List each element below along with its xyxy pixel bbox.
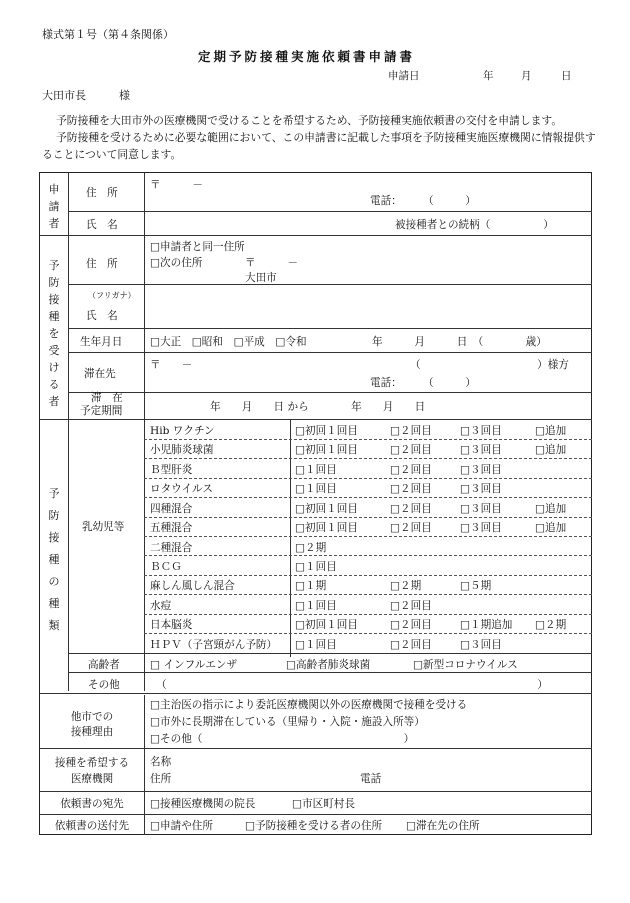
facility-address-field[interactable]: 住所: [150, 773, 172, 785]
vaccine-dose-checkbox[interactable]: □２回目: [390, 503, 432, 515]
vaccine-dose-checkbox[interactable]: □初回１回目: [295, 503, 358, 515]
period-label-1: 滞 在: [91, 392, 123, 404]
vaccine-name: 五種混合: [150, 522, 193, 534]
reason-doctor-checkbox[interactable]: □主治医の指示により委託医療機関以外の医療機関で接種を受ける: [150, 699, 468, 711]
vaccine-dose-checkbox[interactable]: □初回１回目: [295, 522, 358, 534]
stay-host[interactable]: （ ）様方: [410, 359, 569, 371]
vaccine-dose-checkbox[interactable]: □２回目: [390, 464, 432, 476]
recipient-address-label: 住 所: [86, 258, 118, 270]
form-number: 様式第１号（第４条関係）: [42, 28, 174, 41]
stay-phone[interactable]: 電話： （ ）: [370, 377, 476, 389]
other-vaccine-field[interactable]: （ ）: [156, 679, 548, 691]
addressee: 大田市長 様: [42, 89, 130, 102]
vaccine-dose-checkbox[interactable]: □２期: [535, 619, 567, 631]
stay-label: 滞在先: [84, 368, 116, 380]
apply-month[interactable]: 月: [521, 70, 532, 82]
send-label: 依頼書の送付先: [54, 820, 130, 832]
pneumococcal-checkbox[interactable]: □高齢者肺炎球菌: [286, 659, 371, 671]
flu-checkbox[interactable]: □ インフルエンザ: [150, 659, 238, 671]
vaccine-name: 日本脳炎: [150, 619, 193, 631]
vaccine-dose-checkbox[interactable]: □１回目: [295, 483, 337, 495]
vaccine-name: 二種混合: [150, 542, 193, 554]
vaccine-dose-checkbox[interactable]: □２回目: [390, 425, 432, 437]
send-stay-checkbox[interactable]: □滞在先の住所: [406, 820, 480, 832]
vaccine-dose-checkbox[interactable]: □追加: [535, 522, 567, 534]
vaccine-dose-checkbox[interactable]: □初回１回目: [295, 425, 358, 437]
intro-paragraph-1: 予防接種を大田市外の医療機関で受けることを希望するため、予防接種実施依頼書の交付を申請します。: [56, 114, 563, 127]
vaccine-dose-checkbox[interactable]: □２回目: [390, 619, 432, 631]
intro-paragraph-2: 予防接種を受けるために必要な範囲において、この申請書に記載した事項を予防接種実施医療機関に情報提供することについて同意します。: [42, 131, 596, 161]
send-recipient-checkbox[interactable]: □予防接種を受ける者の住所: [245, 820, 383, 832]
birth-date-fields[interactable]: 年 月 日 （ 歳）: [372, 336, 547, 348]
apply-year[interactable]: 年: [483, 70, 494, 82]
reason-label-2: 接種理由: [70, 726, 114, 738]
vaccine-name: ＨＰＶ（子宮頸がん予防）: [150, 639, 278, 651]
applicant-address-label: 住 所: [86, 187, 118, 199]
vaccine-dose-checkbox[interactable]: □追加: [535, 503, 567, 515]
applicant-section-label: 申請者: [48, 183, 60, 230]
applicant-phone[interactable]: 電話： （ ）: [370, 195, 476, 207]
director-checkbox[interactable]: □接種医療機関の院長: [150, 798, 256, 810]
vaccine-dose-checkbox[interactable]: □３回目: [460, 425, 502, 437]
addressee-label: 依頼書の宛先: [60, 798, 124, 810]
facility-name-field[interactable]: 名称: [150, 756, 172, 768]
vaccine-dose-checkbox[interactable]: □１回目: [295, 639, 337, 651]
other-vaccine-label: その他: [88, 679, 120, 691]
vaccine-dose-checkbox[interactable]: □初回１回目: [295, 444, 358, 456]
applicant-postal[interactable]: 〒 －: [150, 179, 203, 191]
other-address-checkbox[interactable]: □次の住所: [150, 257, 203, 269]
reason-other-checkbox[interactable]: □その他（ ）: [150, 733, 415, 745]
vaccine-name: Ｂ型肝炎: [150, 464, 193, 476]
vaccine-name: 小児肺炎球菌: [150, 444, 214, 456]
vaccine-dose-checkbox[interactable]: □２期: [390, 580, 422, 592]
vaccine-dose-checkbox[interactable]: □２回目: [390, 522, 432, 534]
period-label-2: 予定期間: [80, 405, 123, 417]
facility-label-1: 接種を希望する: [54, 757, 130, 769]
facility-phone-field[interactable]: 電話: [360, 773, 382, 785]
furigana-label: （フリガナ）: [88, 291, 136, 300]
vaccine-dose-checkbox[interactable]: □１回目: [295, 600, 337, 612]
vaccine-dose-checkbox[interactable]: □追加: [535, 425, 567, 437]
vaccine-dose-checkbox[interactable]: □２回目: [390, 444, 432, 456]
vaccine-dose-checkbox[interactable]: □１回目: [295, 561, 337, 573]
vaccine-section-label: 予防接種の種類: [48, 487, 60, 632]
recipient-name-label: 氏 名: [86, 310, 118, 322]
page-title: 定期予防接種実施依頼書申請書: [198, 49, 416, 64]
vaccine-dose-checkbox[interactable]: □３回目: [460, 464, 502, 476]
same-address-checkbox[interactable]: □申請者と同一住所: [150, 241, 245, 253]
facility-label-2: 医療機関: [70, 773, 114, 785]
recipient-section-label: 予防接種を受ける者: [48, 259, 60, 408]
vaccine-dose-checkbox[interactable]: □１期追加: [460, 619, 513, 631]
vaccine-dose-checkbox[interactable]: □３回目: [460, 503, 502, 515]
vaccine-dose-checkbox[interactable]: □３回目: [460, 639, 502, 651]
mayor-checkbox[interactable]: □市区町村長: [292, 798, 355, 810]
vaccine-dose-checkbox[interactable]: □３回目: [460, 483, 502, 495]
infant-label: 乳幼児等: [82, 521, 125, 533]
applicant-name-label: 氏 名: [86, 219, 118, 231]
vaccine-name: 麻しん風しん混合: [150, 580, 235, 592]
other-address-postal[interactable]: 〒 －: [245, 257, 298, 269]
covid-checkbox[interactable]: □新型コロナウイルス: [413, 659, 518, 671]
vaccine-dose-checkbox[interactable]: □追加: [535, 444, 567, 456]
vaccine-dose-checkbox[interactable]: □１回目: [295, 464, 337, 476]
city-name: 大田市: [245, 272, 277, 284]
vaccine-name: ロタウイルス: [150, 483, 213, 495]
birth-date-label: 生年月日: [80, 336, 123, 348]
vaccine-dose-checkbox[interactable]: □３回目: [460, 522, 502, 534]
era-checkboxes[interactable]: □大正 □昭和 □平成 □令和: [150, 336, 307, 348]
reason-label-1: 他市での: [70, 711, 114, 723]
stay-period[interactable]: 年 月 日 から 年 月 日: [210, 401, 426, 413]
vaccine-dose-checkbox[interactable]: □３回目: [460, 444, 502, 456]
vaccine-dose-checkbox[interactable]: □５期: [460, 580, 492, 592]
apply-date-label: 申請日: [388, 70, 420, 82]
send-applicant-checkbox[interactable]: □申請や住所: [150, 820, 213, 832]
vaccine-dose-checkbox[interactable]: □２回目: [390, 639, 432, 651]
vaccine-dose-checkbox[interactable]: □２回目: [390, 483, 432, 495]
vaccine-dose-checkbox[interactable]: □２回目: [390, 600, 432, 612]
vaccine-name: ＢＣＧ: [150, 561, 182, 573]
vaccine-dose-checkbox[interactable]: □初回１回目: [295, 619, 358, 631]
vaccine-dose-checkbox[interactable]: □１期: [295, 580, 327, 592]
stay-postal[interactable]: 〒 －: [150, 359, 193, 371]
vaccine-name: Hib ワクチン: [150, 425, 215, 437]
reason-long-stay-checkbox[interactable]: □市外に長期滞在している（里帰り・入院・施設入所等）: [150, 716, 425, 728]
application-table: [39, 172, 592, 835]
vaccine-name: 水痘: [150, 600, 172, 612]
applicant-relation[interactable]: 被接種者との続柄（ ）: [395, 219, 554, 231]
vaccine-name: 四種混合: [150, 503, 193, 515]
elderly-label: 高齢者: [88, 659, 120, 671]
vaccine-dose-checkbox[interactable]: □２期: [295, 542, 327, 554]
apply-day[interactable]: 日: [561, 70, 572, 82]
